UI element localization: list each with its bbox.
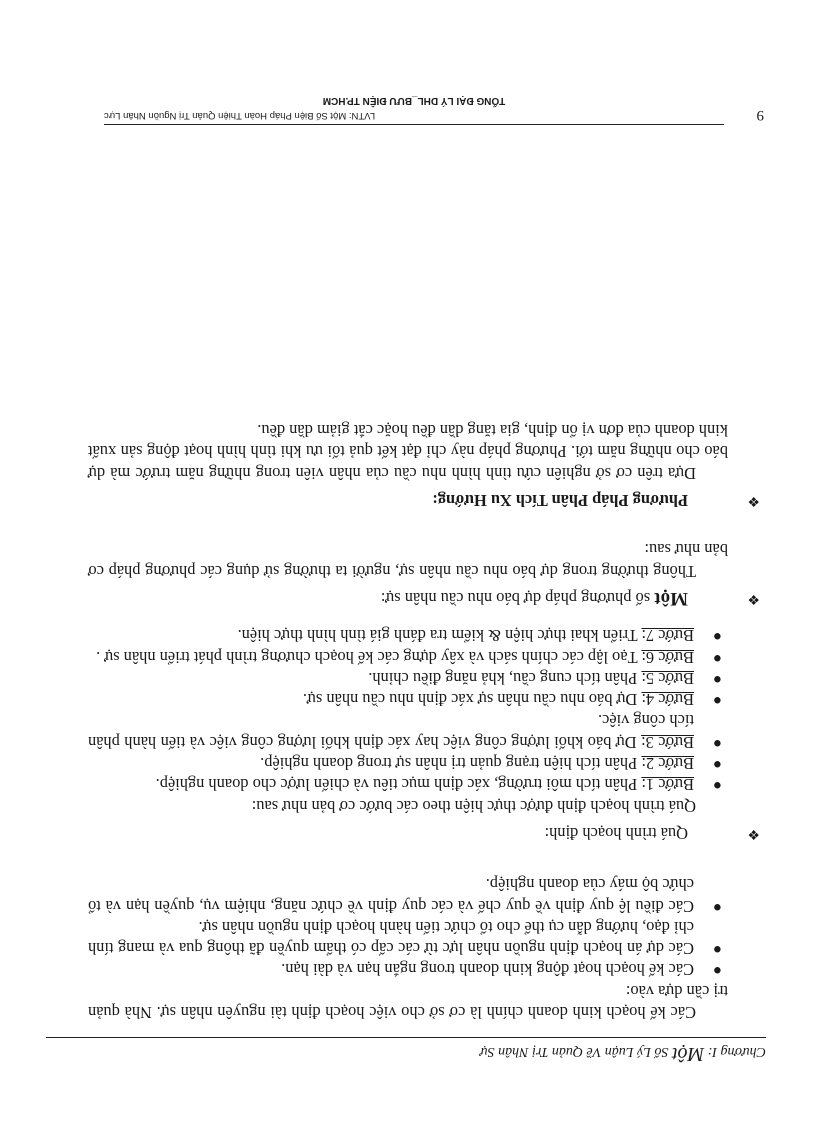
step-text: Phân tích hiện trạng quản trị nhân sự trong doanh nghiệp. bbox=[260, 754, 642, 774]
planning-intro: Quá trình hoạch định được thực hiện theo các bước cơ bản như sau: bbox=[251, 796, 696, 816]
step-text: Tạo lập các chính sách và xây dựng các kế hoạch chương trình phát triển nhân sự . bbox=[96, 647, 642, 667]
chapter-big-word: Một bbox=[672, 1043, 705, 1065]
footer-thesis-title: LVTN: Một Số Biện Pháp Hoàn Thiện Quản Trị Nguồn Nhân Lực bbox=[104, 110, 376, 121]
bullet-icon: ● bbox=[712, 692, 722, 709]
step-item bbox=[88, 753, 728, 774]
section-heading-forecast-methods: ❖ Một số phương pháp dự báo nhu cầu nhân sự: bbox=[380, 587, 760, 609]
page-number: 9 bbox=[756, 107, 764, 123]
bullet-icon: ● bbox=[712, 670, 722, 687]
diamond-bullet-icon: ❖ bbox=[747, 590, 760, 606]
intro-bullet-list bbox=[88, 874, 728, 980]
step-text: Phân tích môi trường, xác định mục tiêu và chiến lược cho doanh nghiệp. bbox=[155, 775, 642, 795]
step-label: Bước 4: bbox=[641, 690, 694, 710]
footer-organization: TỔNG ĐẠI LÝ DHL_BƯU ĐIỆN TP.HCM bbox=[322, 95, 506, 106]
section-heading-trend-analysis: ❖ Phương Pháp Phân Tích Xu Hướng: bbox=[432, 491, 760, 511]
list-item bbox=[88, 917, 728, 960]
trend-analysis-text: Dựa trên cơ sở nghiên cứu tình hình nhu cầu của nhân viên trong những năm trước mà dự báo cho những năm tới. Phương pháp này chỉ đạt kết quả tối ưu khi tình hình hoạt động sản xuất kinh doanh của đơn vị ổn định, gia tăng dần đều hoặc cắt giảm dần đều. bbox=[88, 421, 728, 483]
step-label: Bước 5: bbox=[641, 668, 694, 688]
step-item bbox=[88, 774, 728, 795]
step-item bbox=[88, 689, 728, 710]
forecast-methods-text: Thông thường trong dự báo nhu cầu nhân sự, người ta thường sử dụng các phương pháp cơ bản như sau: bbox=[88, 540, 728, 581]
step-item bbox=[88, 668, 728, 689]
list-item-text: Các kế hoạch hoạt động kinh doanh trong ngắn hạn và dài hạn. bbox=[281, 960, 694, 980]
step-label: Bước 2: bbox=[641, 754, 694, 774]
section-heading-planning: ❖ Quá trình hoạch định: bbox=[544, 823, 760, 843]
step-label: Bước 7: bbox=[641, 626, 694, 646]
page-body bbox=[88, 420, 760, 1023]
chapter-header bbox=[46, 1037, 766, 1065]
list-item bbox=[88, 959, 728, 980]
footer bbox=[104, 95, 724, 125]
step-item bbox=[88, 625, 728, 646]
bullet-icon: ● bbox=[712, 649, 722, 666]
step-label: Bước 1: bbox=[641, 775, 694, 795]
diamond-bullet-icon: ❖ bbox=[747, 825, 760, 841]
bullet-icon: ● bbox=[712, 898, 722, 915]
steps-list bbox=[88, 625, 728, 795]
step-text: Dự báo khối lượng công việc hay xác định khối lượng công việc và tiến hành phân tích công việc. bbox=[88, 711, 694, 752]
bullet-icon: ● bbox=[712, 628, 722, 645]
diamond-bullet-icon: ❖ bbox=[747, 493, 760, 509]
bullet-icon: ● bbox=[712, 962, 722, 979]
step-text: Triển khai thực hiện & kiểm tra đánh giá tình hình thực hiện. bbox=[237, 626, 642, 646]
list-item bbox=[88, 874, 728, 917]
step-label: Bước 6: bbox=[641, 647, 694, 667]
chapter-prefix: Chương I: bbox=[704, 1044, 766, 1059]
bullet-icon: ● bbox=[712, 734, 722, 751]
step-text: Dự báo nhu cầu nhân sự xác định nhu cầu nhân sự. bbox=[302, 690, 642, 710]
bullet-icon: ● bbox=[712, 777, 722, 794]
list-item-text: Các dự án hoạch định nguồn nhân lực từ các cấp có thẩm quyền đã thông qua và mang tính chỉ đạo, hướng dẫn cụ thể cho tổ chức tiến hành hoạch định nguồn nhân sự. bbox=[88, 917, 694, 959]
bullet-icon: ● bbox=[712, 941, 722, 958]
bullet-icon: ● bbox=[712, 756, 722, 773]
step-label: Bước 3: bbox=[641, 732, 694, 752]
intro-paragraph: Các kế hoạch kinh doanh chính là cơ sở cho việc hoạch định tài nguyên nhân sự. Nhà quản trị cần dựa vào: bbox=[88, 981, 728, 1022]
step-item bbox=[88, 710, 728, 753]
step-item bbox=[88, 646, 728, 667]
list-item-text: Các điều lệ quy định về quy chế và các quy định về chức năng, nhiệm vụ, quyền hạn và tổ chức bộ máy của doanh nghiệp. bbox=[88, 875, 694, 916]
chapter-title: Số Lý Luận Về Quản Trị Nhân Sự bbox=[480, 1044, 672, 1059]
step-text: Phân tích cung cầu, khả năng điều chỉnh. bbox=[368, 668, 642, 688]
